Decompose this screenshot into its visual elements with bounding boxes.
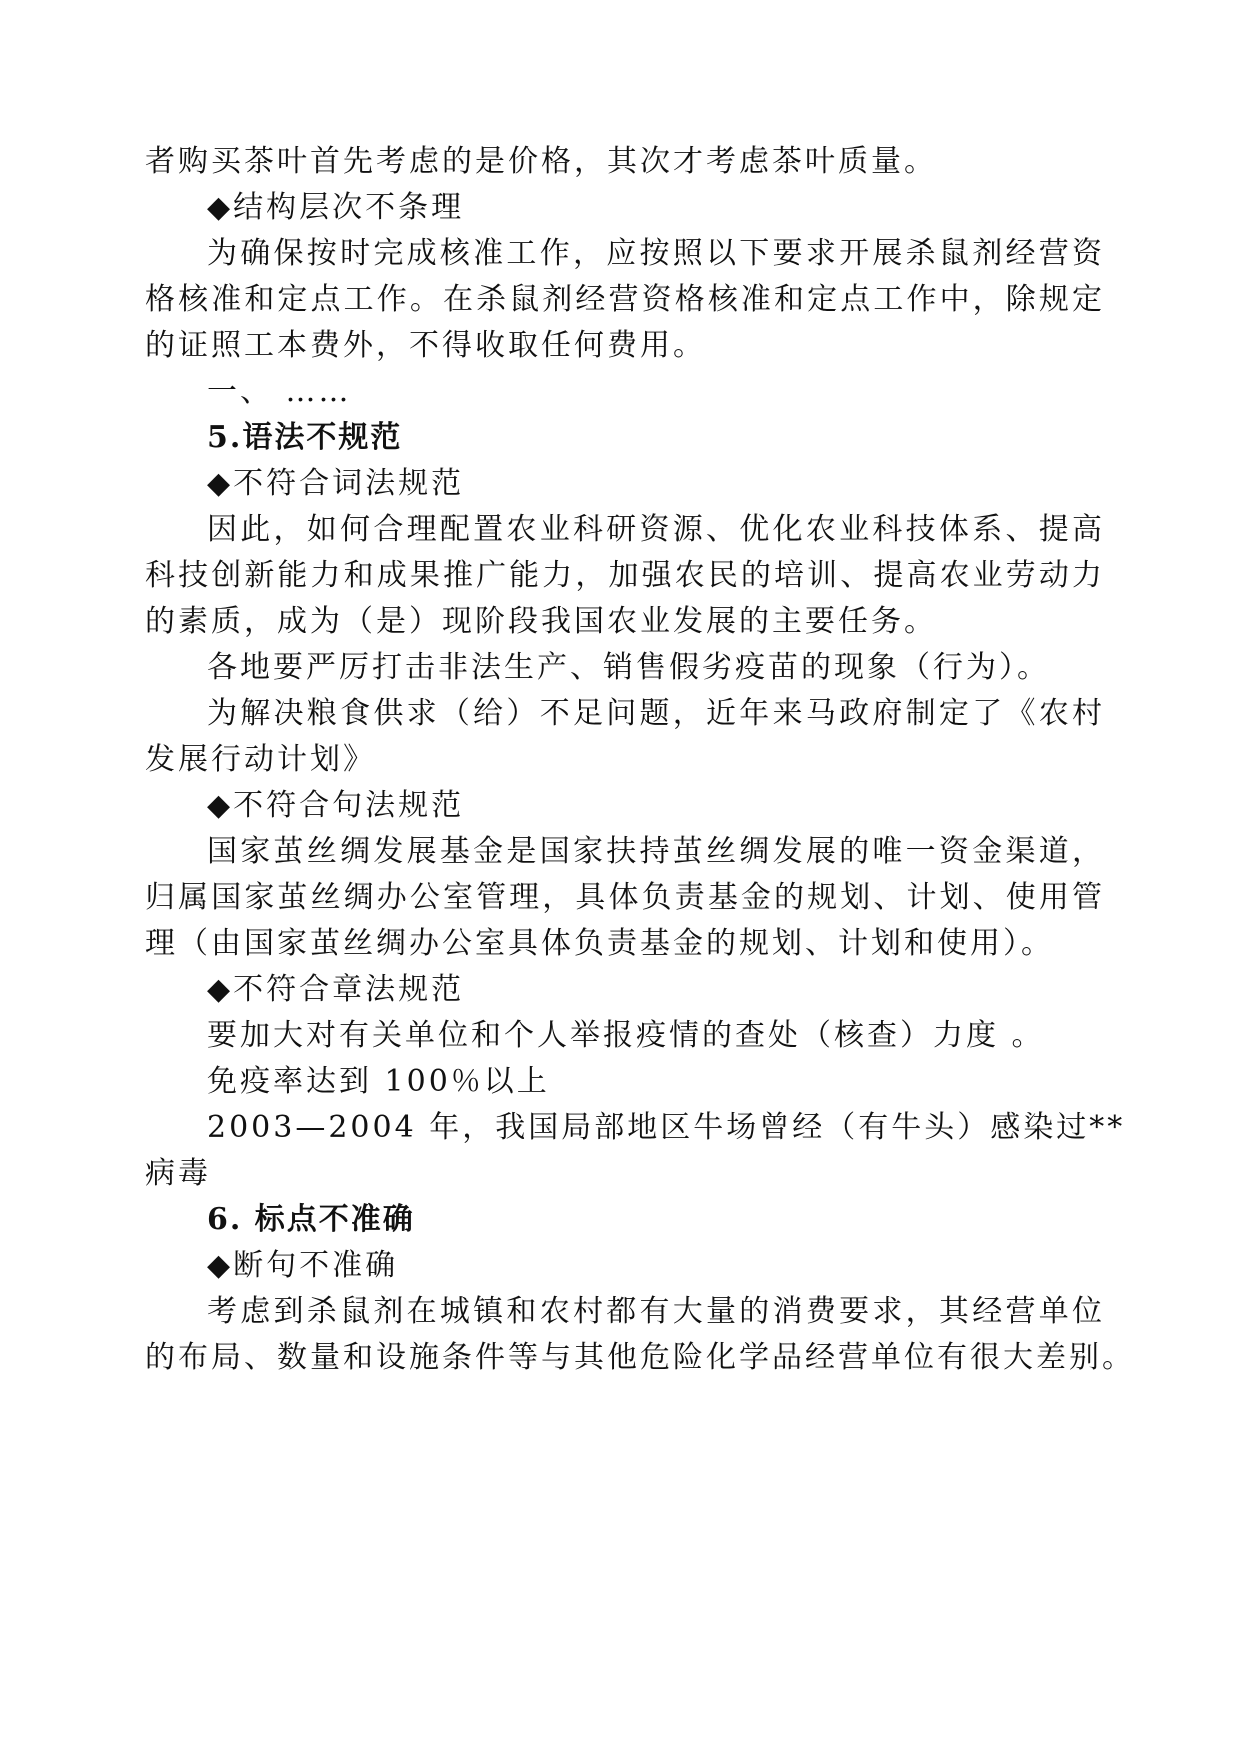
subheading-syntax: ◆不符合句法规范 [207, 788, 465, 823]
paragraph-line: 为确保按时完成核准工作，应按照以下要求开展杀鼠剂经营资 [207, 236, 1105, 271]
paragraph-line: 格核准和定点工作。在杀鼠剂经营资格核准和定点工作中，除规定 [145, 282, 1105, 317]
paragraph-line: 的布局、数量和设施条件等与其他危险化学品经营单位有很大差别。 [145, 1340, 1135, 1375]
paragraph-line: 为解决粮食供求（给）不足问题，近年来马政府制定了《农村 [207, 696, 1105, 731]
paragraph-line: 国家茧丝绸发展基金是国家扶持茧丝绸发展的唯一资金渠道， [207, 834, 1105, 869]
paragraph-line: 考虑到杀鼠剂在城镇和农村都有大量的消费要求，其经营单位 [207, 1294, 1105, 1329]
paragraph-line: 免疫率达到 100％以上 [207, 1064, 550, 1099]
paragraph-line: 者购买茶叶首先考虑的是价格，其次才考虑茶叶质量。 [145, 144, 937, 179]
section-heading-grammar: 5.语法不规范 [207, 420, 403, 455]
subheading-structure: ◆结构层次不条理 [207, 190, 465, 225]
paragraph-line: 因此，如何合理配置农业科研资源、优化农业科技体系、提高 [207, 512, 1105, 547]
paragraph-line: 2003—2004 年，我国局部地区牛场曾经（有牛头）感染过** [207, 1110, 1126, 1145]
section-heading-punctuation: 6. 标点不准确 [207, 1202, 415, 1237]
subheading-sentence-break: ◆断句不准确 [207, 1248, 399, 1283]
subheading-discourse: ◆不符合章法规范 [207, 972, 465, 1007]
paragraph-line: 的素质，成为（是）现阶段我国农业发展的主要任务。 [145, 604, 937, 639]
paragraph-line: 一、 …… [207, 374, 352, 409]
paragraph-line: 病毒 [145, 1156, 211, 1191]
paragraph-line: 科技创新能力和成果推广能力，加强农民的培训、提高农业劳动力 [145, 558, 1105, 593]
paragraph-line: 理（由国家茧丝绸办公室具体负责基金的规划、计划和使用）。 [145, 926, 1054, 961]
paragraph-line: 的证照工本费外，不得收取任何费用。 [145, 328, 706, 363]
paragraph-line: 归属国家茧丝绸办公室管理，具体负责基金的规划、计划、使用管 [145, 880, 1105, 915]
paragraph-line: 各地要严厉打击非法生产、销售假劣疫苗的现象（行为）。 [207, 650, 1050, 685]
paragraph-line: 发展行动计划》 [145, 742, 376, 777]
subheading-lexical: ◆不符合词法规范 [207, 466, 465, 501]
paragraph-line: 要加大对有关单位和个人举报疫情的查处（核查）力度 。 [207, 1018, 1045, 1053]
